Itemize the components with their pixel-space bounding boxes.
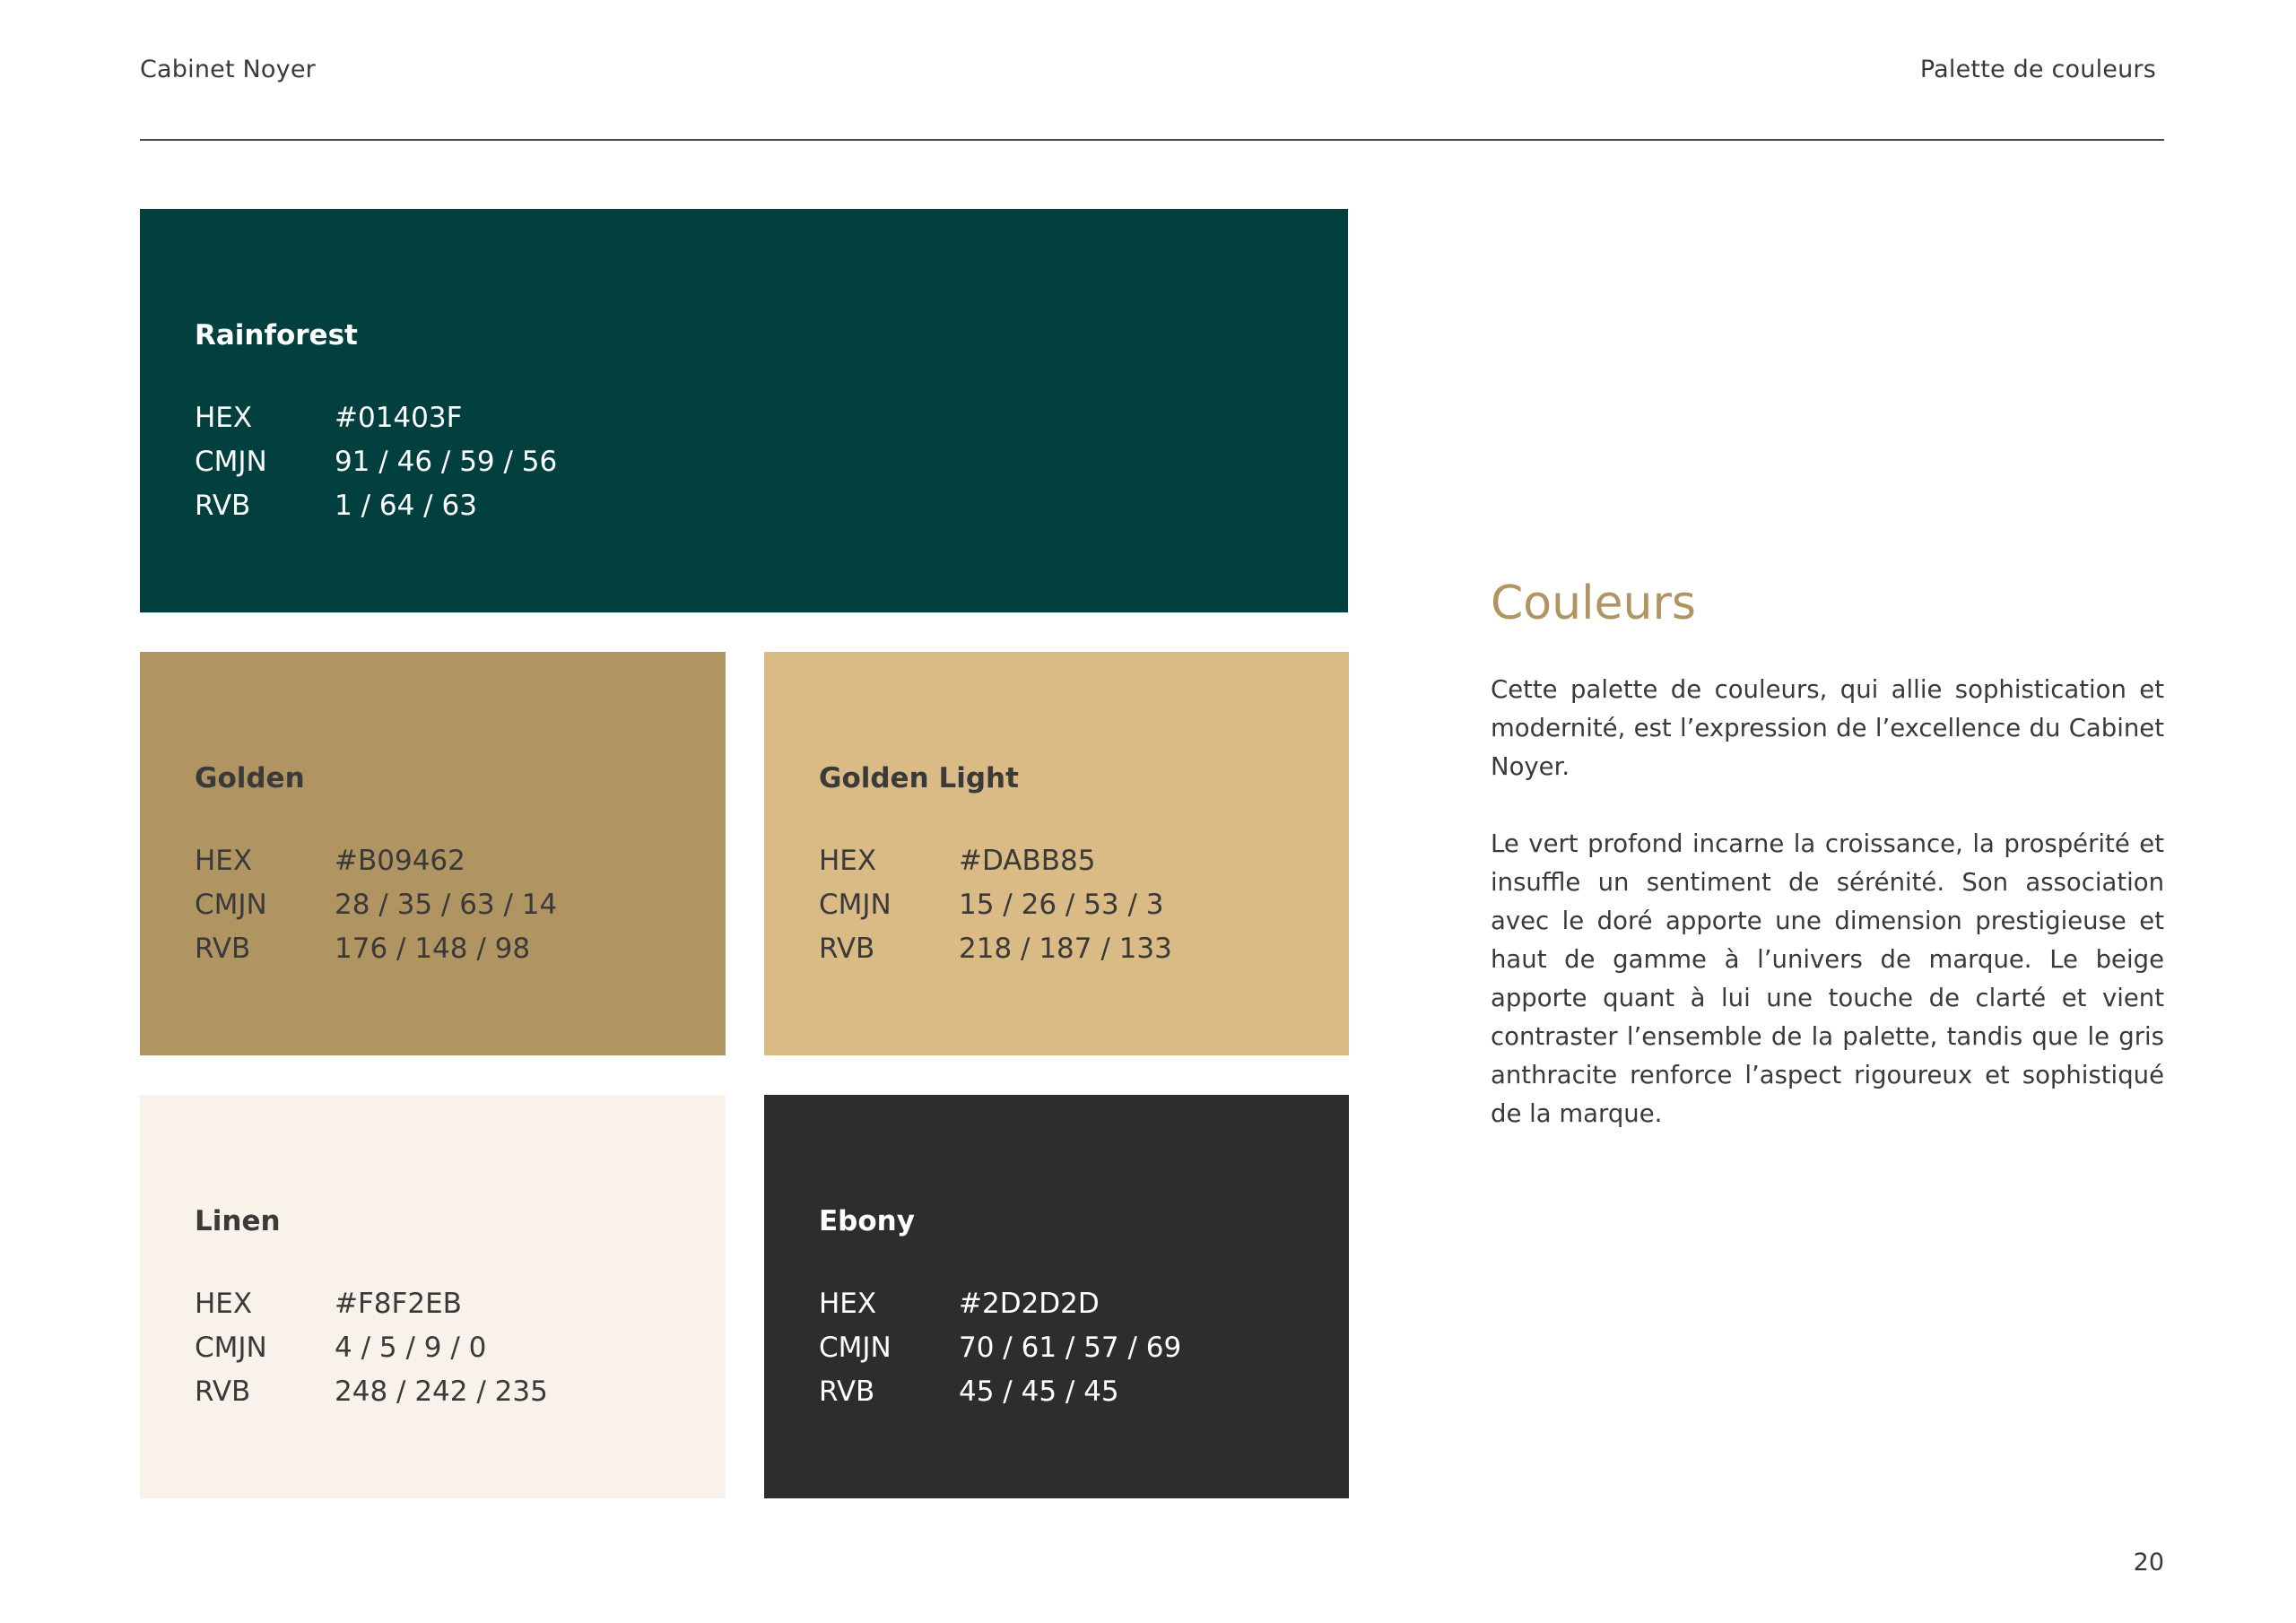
spec-row-hex	[195, 395, 557, 439]
spec-value-cmjn: 91 / 46 / 59 / 56	[335, 445, 558, 478]
swatch-name: Rainforest	[195, 319, 358, 352]
section-title: Couleurs	[1491, 577, 1696, 630]
spec-label: CMJN	[195, 445, 267, 478]
spec-value-cmjn: 28 / 35 / 63 / 14	[335, 888, 558, 921]
spec-value-cmjn: 15 / 26 / 53 / 3	[959, 888, 1164, 921]
page-number: 20	[2133, 1549, 2164, 1576]
body-paragraph-description: Le vert profond incarne la croissance, la prospérité et insuffle un sentiment de sérénité. Son association avec le doré apporte une dimension prestigieuse et haut de gamme à l’univers de marque. Le beige apporte quant à lui une touche de clarté et vient contraster l’ensemble de la palette, tandis que le gris anthracite renforce l’aspect rigoureux et sophistiqué de la marque.	[1491, 829, 2164, 1128]
spec-value-hex: #DABB85	[959, 844, 1096, 877]
spec-value-rvb: 218 / 187 / 133	[959, 932, 1172, 965]
document-header-section: Palette de couleurs	[1919, 56, 2156, 83]
header-divider	[140, 139, 2164, 141]
spec-label: HEX	[195, 1287, 253, 1320]
spec-label: RVB	[195, 1375, 251, 1408]
spec-row-rvb	[195, 926, 557, 970]
spec-label: CMJN	[195, 888, 267, 921]
spec-label: HEX	[819, 844, 877, 877]
spec-row-cmjn	[195, 882, 557, 926]
spec-label: RVB	[195, 489, 251, 522]
spec-row-hex	[195, 838, 557, 882]
swatch-rainforest	[140, 209, 1348, 612]
spec-label: CMJN	[819, 888, 891, 921]
spec-label: CMJN	[195, 1331, 267, 1364]
swatch-specs	[195, 395, 557, 527]
spec-label: RVB	[819, 932, 875, 965]
spec-row-rvb	[819, 926, 1172, 970]
spec-row-rvb	[195, 483, 557, 527]
swatch-specs	[819, 1281, 1181, 1413]
spec-value-cmjn: 70 / 61 / 57 / 69	[959, 1331, 1182, 1364]
spec-row-hex	[195, 1281, 548, 1325]
spec-value-cmjn: 4 / 5 / 9 / 0	[335, 1331, 487, 1364]
spec-value-rvb: 45 / 45 / 45	[959, 1375, 1119, 1408]
spec-label: HEX	[195, 844, 253, 877]
spec-value-rvb: 248 / 242 / 235	[335, 1375, 548, 1408]
spec-row-rvb	[195, 1369, 548, 1413]
spec-value-rvb: 176 / 148 / 98	[335, 932, 531, 965]
spec-value-hex: #2D2D2D	[959, 1287, 1100, 1320]
spec-value-hex: #F8F2EB	[335, 1287, 462, 1320]
spec-label: RVB	[819, 1375, 875, 1408]
swatch-name: Golden Light	[819, 762, 1019, 794]
swatch-name: Linen	[195, 1205, 281, 1237]
spec-label: HEX	[195, 401, 253, 434]
swatch-name: Golden	[195, 762, 305, 794]
spec-row-hex	[819, 838, 1172, 882]
spec-row-hex	[819, 1281, 1181, 1325]
document-header-brand: Cabinet Noyer	[140, 56, 316, 83]
swatch-name: Ebony	[819, 1205, 915, 1237]
spec-row-cmjn	[819, 882, 1172, 926]
spec-value-hex: #B09462	[335, 844, 465, 877]
body-paragraph-intro: Cette palette de couleurs, qui allie sophistication et modernité, est l’expression de l’excellence du Cabinet Noyer.	[1491, 675, 2164, 781]
swatch-golden	[140, 652, 726, 1055]
spec-row-cmjn	[195, 439, 557, 483]
spec-row-cmjn	[195, 1325, 548, 1369]
section-body	[1491, 671, 2164, 1172]
spec-value-hex: #01403F	[335, 401, 463, 434]
swatch-specs	[819, 838, 1172, 970]
swatch-linen	[140, 1095, 726, 1498]
spec-value-rvb: 1 / 64 / 63	[335, 489, 477, 522]
spec-label: HEX	[819, 1287, 877, 1320]
spec-row-cmjn	[819, 1325, 1181, 1369]
swatch-specs	[195, 1281, 548, 1413]
spec-label: CMJN	[819, 1331, 891, 1364]
spec-row-rvb	[819, 1369, 1181, 1413]
swatch-golden-light	[764, 652, 1349, 1055]
swatch-ebony	[764, 1095, 1349, 1498]
spec-label: RVB	[195, 932, 251, 965]
swatch-specs	[195, 838, 557, 970]
